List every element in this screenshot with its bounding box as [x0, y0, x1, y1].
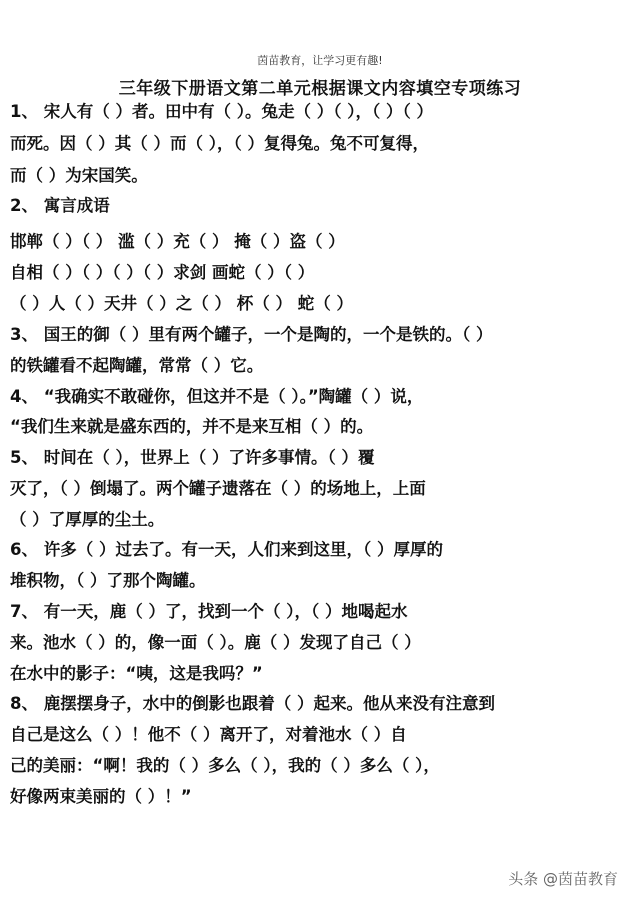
- exercise-text: 4、 “我确实不敢碰你，但这并不是（ ）。”陶罐（ ）说，: [10, 387, 424, 406]
- exercise-line: [0, 535, 640, 565]
- exercise-line: [0, 382, 640, 412]
- exercise-text: （ ）人（ ）天井（ ）之（ ） 杯（ ） 蛇（ ）: [10, 294, 353, 313]
- exercise-line: [0, 412, 640, 442]
- exercise-line: [0, 161, 640, 191]
- exercise-line: [0, 689, 640, 719]
- exercise-text: 自己是这么（ ）！他不（ ）离开了，对着池水（ ）自: [10, 725, 407, 744]
- exercise-text: 7、 有一天，鹿（ ）了，找到一个（ ），（ ）地喝起水: [10, 602, 408, 621]
- exercise-line: [0, 628, 640, 658]
- exercise-line: [0, 289, 640, 319]
- exercise-text: 2、 寓言成语: [10, 196, 110, 215]
- exercise-text: 3、 国王的御（ ）里有两个罐子，一个是陶的，一个是铁的。（ ）: [10, 325, 493, 344]
- exercise-line: [0, 97, 640, 127]
- exercise-text: 己的美丽：“啊！我的（ ）多么（ ），我的（ ）多么（ ），: [10, 756, 440, 775]
- exercise-text: 8、 鹿摆摆身子，水中的倒影也跟着（ ）起来。他从来没有注意到: [10, 694, 495, 713]
- header-slogan: 茵苗教育，让学习更有趣!: [257, 54, 383, 67]
- exercise-text: 而（ ）为宋国笑。: [10, 166, 148, 185]
- exercise-line: [0, 351, 640, 381]
- exercise-text: 5、 时间在（ ），世界上（ ）了许多事情。（ ）覆: [10, 448, 375, 467]
- watermark: 头条 @茵苗教育: [508, 870, 618, 888]
- exercise-line: [0, 782, 640, 812]
- exercise-line: [0, 320, 640, 350]
- exercise-line: [0, 227, 640, 257]
- exercise-line: [0, 751, 640, 781]
- exercise-text: “我们生来就是盛东西的，并不是来互相（ ）的。: [10, 417, 374, 436]
- page-title: 三年级下册语文第二单元根据课文内容填空专项练习: [118, 79, 522, 99]
- exercise-line: [0, 720, 640, 750]
- exercise-line: [0, 474, 640, 504]
- exercise-text: 6、 许多（ ）过去了。有一天，人们来到这里，（ ）厚厚的: [10, 540, 443, 559]
- exercise-text: 自相（ ）（ ）（ ）（ ）求剑 画蛇（ ）（ ）: [10, 263, 315, 282]
- exercise-line: [0, 191, 640, 221]
- exercise-line: [0, 129, 640, 159]
- exercise-text: （ ）了厚厚的尘土。: [10, 510, 165, 529]
- exercise-text: 堆积物，（ ）了那个陶罐。: [10, 571, 206, 590]
- exercise-text: 的铁罐看不起陶罐，常常（ ）它。: [10, 356, 264, 375]
- exercise-text: 来。池水（ ）的，像一面（ ）。鹿（ ）发现了自己（ ）: [10, 633, 421, 652]
- exercise-text: 1、 宋人有（ ）者。田中有（ ）。兔走（ ）（ ），（ ）（ ）: [10, 102, 433, 121]
- exercise-line: [0, 505, 640, 535]
- exercise-line: [0, 659, 640, 689]
- exercise-text: 好像两束美丽的（ ）！”: [10, 787, 192, 806]
- exercise-text: 灭了，（ ）倒塌了。两个罐子遗落在（ ）的场地上，上面: [10, 479, 426, 498]
- exercise-text: 而死。因（ ）其（ ）而（ ），（ ）复得兔。兔不可复得，: [10, 134, 429, 153]
- exercise-line: [0, 443, 640, 473]
- exercise-line: [0, 258, 640, 288]
- exercise-text: 在水中的影子：“咦，这是我吗？”: [10, 664, 263, 683]
- exercise-text: 邯郸（ ）（ ） 滥（ ）充（ ） 掩（ ）盗（ ）: [10, 232, 345, 251]
- exercise-line: [0, 597, 640, 627]
- exercise-line: [0, 566, 640, 596]
